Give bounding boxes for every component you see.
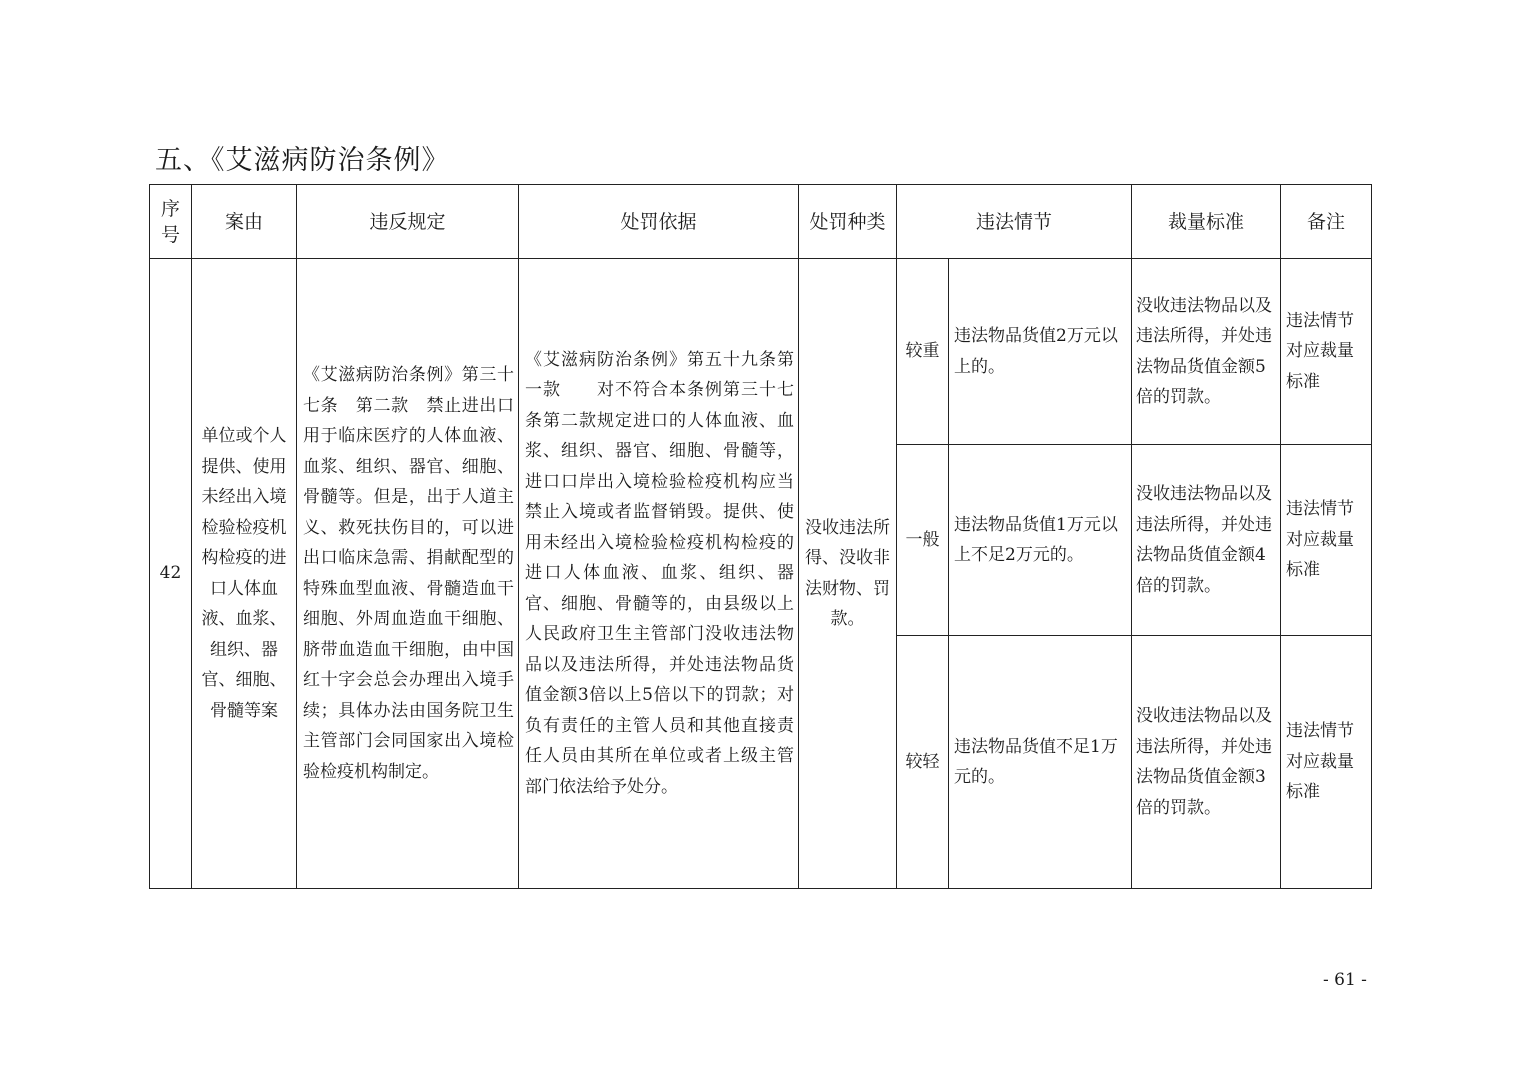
- page-number: - 61 -: [1323, 970, 1367, 990]
- case-cell: 单位或个人提供、使用未经出入境检验检疫机构检疫的进口人体血液、血浆、组织、器官、细胞、骨髓等案: [192, 259, 297, 889]
- header-rule: 违反规定: [297, 185, 519, 259]
- header-case: 案由: [192, 185, 297, 259]
- penalty-type-cell: 没收违法所得、没收非法财物、罚款。: [799, 259, 897, 889]
- rule-cell: 《艾滋病防治条例》第三十七条 第二款 禁止进出口用于临床医疗的人体血液、血浆、组织、器官、细胞、骨髓等。但是，出于人道主义、救死扶伤目的，可以进出口临床急需、捐献配型的特殊血型血液、骨髓造血干细胞、外周血造血干细胞、脐带血造血干细胞，由中国红十字会总会办理出入境手续；具体办法由国务院卫生主管部门会同国家出入境检验检疫机构制定。: [297, 259, 519, 889]
- standard-cell-general: 没收违法物品以及违法所得，并处违法物品货值金额4倍的罚款。: [1132, 445, 1281, 636]
- table-row: [150, 259, 1372, 445]
- detail-cell-minor: 违法物品货值不足1万元的。: [949, 636, 1132, 889]
- header-basis: 处罚依据: [519, 185, 799, 259]
- note-cell-severe: 违法情节对应裁量标准: [1281, 259, 1372, 445]
- level-cell-severe: 较重: [897, 259, 949, 445]
- header-type: 处罚种类: [799, 185, 897, 259]
- note-cell-minor: 违法情节对应裁量标准: [1281, 636, 1372, 889]
- header-seq: 序号: [150, 185, 192, 259]
- header-circumstance: 违法情节: [897, 185, 1132, 259]
- seq-cell: 42: [150, 259, 192, 889]
- discretion-standard-table: [149, 184, 1372, 889]
- standard-cell-minor: 没收违法物品以及违法所得，并处违法物品货值金额3倍的罚款。: [1132, 636, 1281, 889]
- header-note: 备注: [1281, 185, 1372, 259]
- header-standard: 裁量标准: [1132, 185, 1281, 259]
- note-cell-general: 违法情节对应裁量标准: [1281, 445, 1372, 636]
- standard-cell-severe: 没收违法物品以及违法所得，并处违法物品货值金额5倍的罚款。: [1132, 259, 1281, 445]
- basis-cell: 《艾滋病防治条例》第五十九条第一款 对不符合本条例第三十七条第二款规定进口的人体血液、血浆、组织、器官、细胞、骨髓等，进口口岸出入境检验检疫机构应当禁止入境或者监督销毁。提供、使用未经出入境检验检疫机构检疫的进口人体血液、血浆、组织、器官、细胞、骨髓等的，由县级以上人民政府卫生主管部门没收违法物品以及违法所得，并处违法物品货值金额3倍以上5倍以下的罚款；对负有责任的主管人员和其他直接责任人员由其所在单位或者上级主管部门依法给予处分。: [519, 259, 799, 889]
- header-row: [150, 185, 1372, 259]
- section-title: 五、《艾滋病防治条例》: [155, 145, 450, 176]
- level-cell-minor: 较轻: [897, 636, 949, 889]
- detail-cell-severe: 违法物品货值2万元以上的。: [949, 259, 1132, 445]
- level-cell-general: 一般: [897, 445, 949, 636]
- detail-cell-general: 违法物品货值1万元以上不足2万元的。: [949, 445, 1132, 636]
